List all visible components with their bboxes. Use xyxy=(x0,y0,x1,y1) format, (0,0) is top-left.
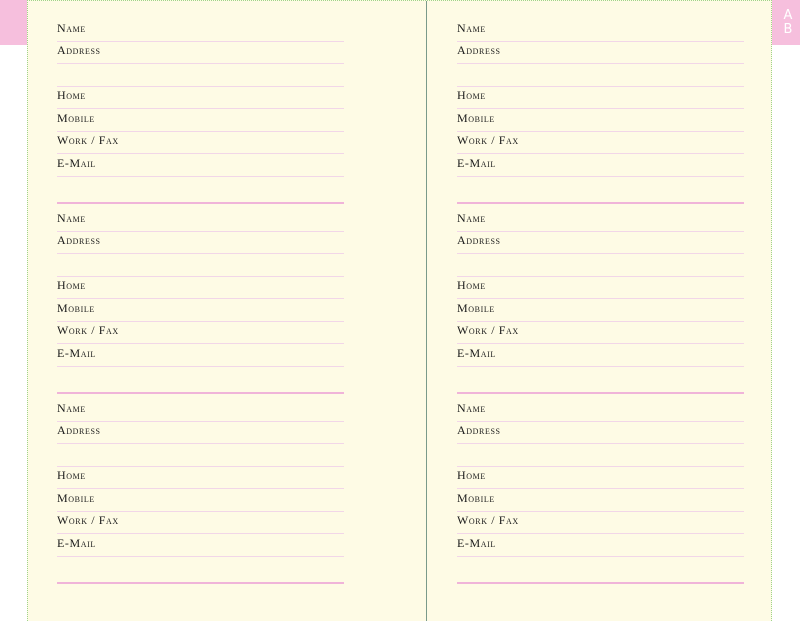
entry-divider xyxy=(457,582,744,584)
home-phone-field[interactable] xyxy=(57,277,344,300)
name-field[interactable] xyxy=(57,209,344,232)
name-label: Name xyxy=(57,20,86,35)
work-fax-field[interactable] xyxy=(457,132,744,155)
home-phone-label: Home xyxy=(57,88,86,102)
work-fax-label: Work / Fax xyxy=(57,513,119,527)
address-label: Address xyxy=(57,423,101,437)
home-phone-label: Home xyxy=(457,278,486,292)
work-fax-field[interactable] xyxy=(57,512,344,535)
email-field[interactable] xyxy=(57,534,344,557)
address-entry xyxy=(57,0,344,190)
mobile-phone-field[interactable] xyxy=(57,489,344,512)
work-fax-label: Work / Fax xyxy=(457,133,519,147)
address-entry xyxy=(457,380,744,570)
address-entry xyxy=(457,0,744,190)
address-entry xyxy=(57,380,344,570)
work-fax-field[interactable] xyxy=(457,322,744,345)
mobile-phone-label: Mobile xyxy=(457,300,495,315)
home-phone-label: Home xyxy=(57,278,86,292)
email-field[interactable] xyxy=(457,534,744,557)
home-phone-field[interactable] xyxy=(57,467,344,490)
email-label: E-Mail xyxy=(457,345,496,360)
address-field[interactable] xyxy=(457,42,744,65)
address-entry xyxy=(457,190,744,380)
home-phone-label: Home xyxy=(457,88,486,102)
work-fax-field[interactable] xyxy=(457,512,744,535)
book-spine xyxy=(426,1,427,621)
email-label: E-Mail xyxy=(457,535,496,550)
address-line-2[interactable] xyxy=(57,254,344,277)
home-phone-label: Home xyxy=(457,468,486,482)
name-label: Name xyxy=(457,400,486,415)
address-field[interactable] xyxy=(457,422,744,445)
address-line-2[interactable] xyxy=(457,444,744,467)
tab-letter-a: A xyxy=(783,7,793,23)
work-fax-field[interactable] xyxy=(57,132,344,155)
name-label: Name xyxy=(457,210,486,225)
entry-divider xyxy=(57,582,344,584)
home-phone-field[interactable] xyxy=(457,87,744,110)
work-fax-label: Work / Fax xyxy=(457,323,519,337)
mobile-phone-label: Mobile xyxy=(57,300,95,315)
home-phone-label: Home xyxy=(57,468,86,482)
email-field[interactable] xyxy=(457,154,744,177)
address-label: Address xyxy=(457,423,501,437)
mobile-phone-label: Mobile xyxy=(457,490,495,505)
tab-letter-b: B xyxy=(783,21,793,37)
address-label: Address xyxy=(57,43,101,57)
name-field[interactable] xyxy=(457,19,744,42)
email-field[interactable] xyxy=(57,154,344,177)
name-field[interactable] xyxy=(457,399,744,422)
email-label: E-Mail xyxy=(57,345,96,360)
mobile-phone-field[interactable] xyxy=(57,109,344,132)
work-fax-field[interactable] xyxy=(57,322,344,345)
address-line-2[interactable] xyxy=(457,64,744,87)
email-field[interactable] xyxy=(57,344,344,367)
home-phone-field[interactable] xyxy=(57,87,344,110)
mobile-phone-field[interactable] xyxy=(457,109,744,132)
address-label: Address xyxy=(457,233,501,247)
email-label: E-Mail xyxy=(57,535,96,550)
mobile-phone-field[interactable] xyxy=(57,299,344,322)
email-label: E-Mail xyxy=(457,155,496,170)
mobile-phone-field[interactable] xyxy=(457,489,744,512)
mobile-phone-label: Mobile xyxy=(457,110,495,125)
mobile-phone-label: Mobile xyxy=(57,110,95,125)
work-fax-label: Work / Fax xyxy=(457,513,519,527)
work-fax-label: Work / Fax xyxy=(57,133,119,147)
name-label: Name xyxy=(457,20,486,35)
work-fax-label: Work / Fax xyxy=(57,323,119,337)
address-label: Address xyxy=(457,43,501,57)
email-field[interactable] xyxy=(457,344,744,367)
name-field[interactable] xyxy=(57,19,344,42)
name-field[interactable] xyxy=(57,399,344,422)
address-field[interactable] xyxy=(57,42,344,65)
email-label: E-Mail xyxy=(57,155,96,170)
address-line-2[interactable] xyxy=(457,254,744,277)
address-field[interactable] xyxy=(457,232,744,255)
name-label: Name xyxy=(57,210,86,225)
address-line-2[interactable] xyxy=(57,64,344,87)
address-field[interactable] xyxy=(57,232,344,255)
home-phone-field[interactable] xyxy=(457,277,744,300)
address-field[interactable] xyxy=(57,422,344,445)
address-label: Address xyxy=(57,233,101,247)
address-line-2[interactable] xyxy=(57,444,344,467)
name-label: Name xyxy=(57,400,86,415)
name-field[interactable] xyxy=(457,209,744,232)
address-entry xyxy=(57,190,344,380)
home-phone-field[interactable] xyxy=(457,467,744,490)
mobile-phone-label: Mobile xyxy=(57,490,95,505)
mobile-phone-field[interactable] xyxy=(457,299,744,322)
